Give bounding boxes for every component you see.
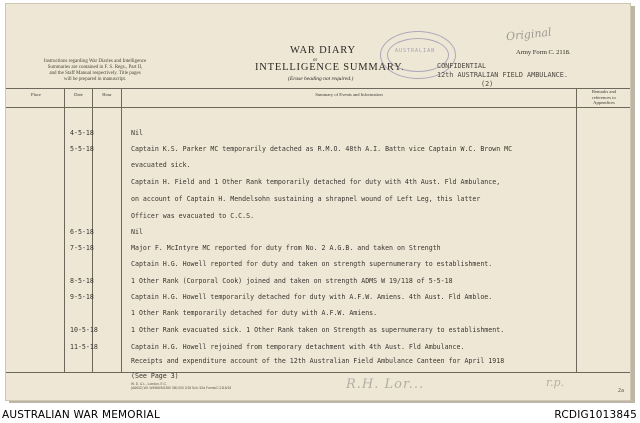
entry-text: Receipts and expenditure account of the 12th Australian Field Ambulance Canteen for April 1918 [131, 357, 505, 365]
instructions-note: Instructions regarding War Diaries and Intelligence Summaries are contained in F. S. Regs., Part II, and the Staff Manual respectively. Title pages will be prepared in manuscript. [43, 59, 147, 82]
entry-text: Officer was evacuated to C.C.S. [131, 212, 255, 220]
entry-text: on account of Captain H. Mendelsohn sustaining a shrapnel wound of Left Leg, this latter [131, 195, 481, 203]
entry-text: Nil [131, 228, 143, 236]
col-header-place: Place [31, 92, 41, 97]
source-credit: AUSTRALIAN WAR MEMORIAL [2, 409, 160, 421]
entry-text: 1 Other Rank (Corporal Cook) joined and taken on strength ADMS W 19/118 of 5-5-18 [131, 277, 453, 285]
entry-date: 5-5-18 [70, 145, 94, 153]
col-header-summary: Summary of Events and Information [315, 92, 383, 97]
unit-name: 12th AUSTRALIAN FIELD AMBULANCE. [437, 71, 568, 79]
diary-page [5, 3, 631, 401]
col-header-hour: Hour [102, 92, 112, 97]
entry-date: 7-5-18 [70, 244, 94, 252]
col-header-remarks: Remarks and references to Appendices [591, 89, 617, 105]
entry-date: 4-5-18 [70, 129, 94, 137]
col-divider-place [64, 88, 65, 372]
title-or: or [313, 58, 318, 63]
table-header-rule [6, 107, 631, 108]
entry-text: evacuated sick. [131, 161, 191, 169]
record-id: RCDIG1013845 [554, 409, 637, 421]
entry-date: 9-5-18 [70, 293, 94, 301]
entry-text: Nil [131, 129, 143, 137]
entry-text: Captain H.G. Howell reported for duty and taken on strength supernumerary to establishment. [131, 260, 493, 268]
stamp-text: AUSTRALIAN [395, 48, 436, 54]
table-bottom-rule [6, 372, 631, 373]
entry-text: Captain H.G. Howell rejoined from temporary detachment with 4th Aust. Fld Ambulance. [131, 343, 465, 351]
col-header-date: Date [74, 92, 83, 97]
entry-date: 6-5-18 [70, 228, 94, 236]
title-war-diary: WAR DIARY [290, 45, 356, 56]
form-number: Army Form C. 2118. [516, 49, 571, 56]
table-top-rule [6, 88, 631, 89]
entry-text: Captain H.G. Howell temporarily detached for duty with A.F.W. Amiens. 4th Aust. Fld Ambloe. [131, 293, 493, 301]
entry-text: (See Page 3) [131, 372, 179, 380]
original-handwritten-note: Original [505, 25, 553, 44]
title-intelligence-summary: INTELLIGENCE SUMMARY. [255, 62, 405, 73]
entry-text: Captain H. Field and 1 Other Rank temporarily detached for duty with 4th Aust. Fld Ambulance, [131, 178, 501, 186]
signature-initials: r.p. [546, 376, 565, 389]
entry-text: Major F. McIntyre MC reported for duty from No. 2 A.G.B. and taken on Strength [131, 244, 441, 252]
page-corner-number: 2a [618, 388, 625, 394]
entry-date: 11-5-18 [70, 343, 98, 351]
entry-text: 1 Other Rank evacuated sick. 1 Other Rank taken on Strength as supernumerary to establishment. [131, 326, 505, 334]
col-divider-remarks [576, 88, 577, 372]
officer-signature: R.H. Lor... [346, 377, 425, 392]
printer-imprint: W. D. & L., London, E.C. (A6632) Wt. W4966/M1350 350,000 2/18 Sch. 52a Forms/C.2118/15 [131, 382, 232, 390]
entry-date: 8-5-18 [70, 277, 94, 285]
entry-date: 10-5-18 [70, 326, 98, 334]
entry-text: Captain K.S. Parker MC temporarily detached as R.M.O. 48th A.I. Battn vice Captain W.C. Brown MC [131, 145, 513, 153]
unit-page-number: (2) [481, 80, 494, 88]
col-divider-hour [121, 88, 122, 372]
classification-label: CONFIDENTIAL [437, 62, 487, 70]
entry-text: 1 Other Rank temporarily detached for duty with A.F.W. Amiens. [131, 309, 378, 317]
erase-heading-note: (Erase heading not required.) [288, 76, 354, 82]
